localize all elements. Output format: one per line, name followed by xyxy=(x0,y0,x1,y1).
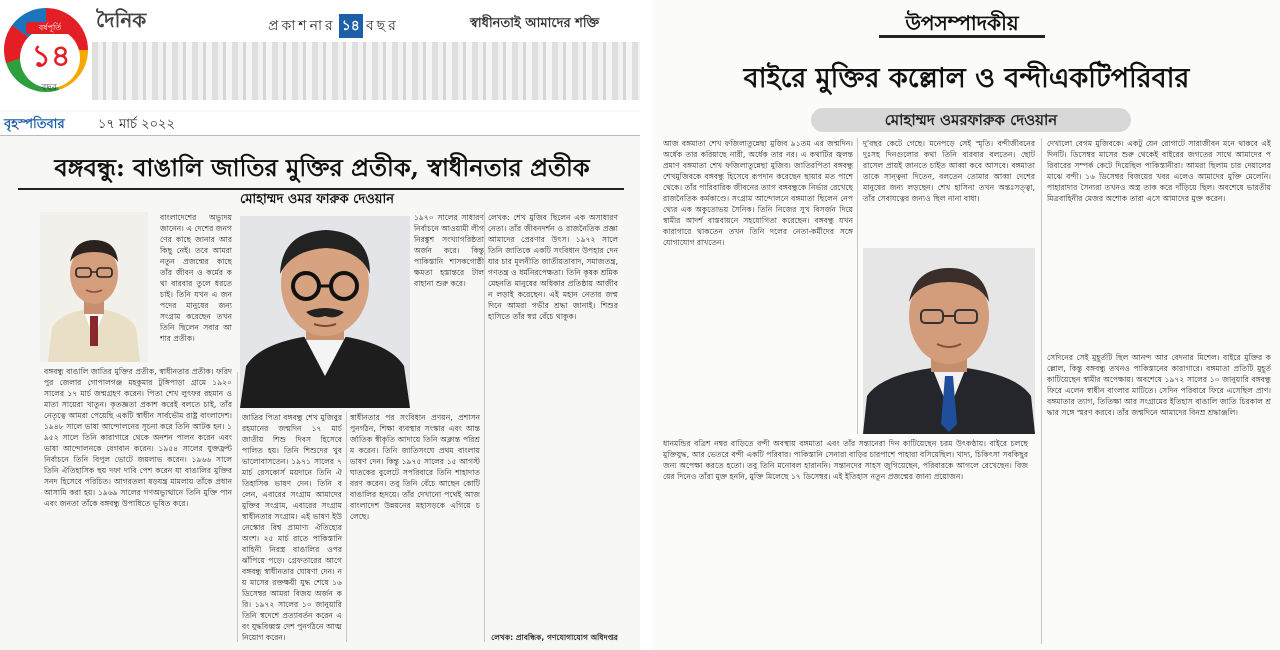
editorial-column-2-top: দু'বছর কেটে গেছে। মনেপড়ে সেই স্মৃতি। বন্দীজীবনের দুঃসহ দিনগুলোর কথা তিনি বারবার বলতেন। ছোট রাসেল প্রায়ই জানতে চাইত আব্বা কবে আসবে। বঙ্গমাতা তাকে সান্ত্বনা দিতেন, বলতেন তোমার আব্বা দেশের মানুষের জন্য লড়ছেন। শেখ হাসিনা তখন অন্তঃসত্ত্বা, তাঁর সেবাযত্নের জন্যও ছিল নানা বাধা। xyxy=(863,139,1035,203)
article-column-1-top: বাংলাদেশের অভ্যুদয় জানেন। এ দেশের জনগণের কাছে জানার আর কিছু নেই। তবে আমরা নতুন প্রজন্মের কাছে তাঁর জীবন ও কর্মের কথা বারবার তুলে ধরতে চাই। তিনি যখন এ জনপদের মানুষের জন্য সংগ্রাম করেছেন তখন তিনি ছিলেন সবার আশার প্রতীক। xyxy=(160,213,232,343)
article-column-2-bottom: জাতির পিতা বঙ্গবন্ধু শেখ মুজিবুর রহমানের জন্মদিন ১৭ মার্চ জাতীয় শিশু দিবস হিসেবে পালিত হয়। তিনি শিশুদের খুব ভালোবাসতেন। ১৯৭১ সালের ৭ মার্চ রেসকোর্স ময়দানে তিনি ঐতিহাসিক ভাষণ দেন। তিনি বলেন, এবারের সংগ্রাম আমাদের মুক্তির সংগ্রাম, এবারের সংগ্রাম স্বাধীনতার সংগ্রাম। এই ভাষণ ইউনেস্কোর বিশ্ব প্রামাণ্য ঐতিহ্যের অংশ। ২৫ মার্চ রাতে পাকিস্তানি বাহিনী নিরস্ত্র বাঙালির ওপর ঝাঁপিয়ে পড়ে। গ্রেফতারের আগে বঙ্গবন্ধু স্বাধীনতার ঘোষণা দেন। নয় মাসের রক্তক্ষয়ী যুদ্ধ শেষে ১৬ ডিসেম্বর আমরা বিজয় অর্জন করি। ১৯৭২ সালের ১০ জানুয়ারি তিনি স্বদেশে প্রত্যাবর্তন করেন এবং যুদ্ধবিধ্বস্ত দেশ পুনর্গঠনে আত্মনিয়োগ করেন। xyxy=(242,413,342,642)
logo-sub: বছর xyxy=(41,83,57,93)
editorial-column-3-top: দেখালো বেগম মুজিবকে। একটু যেন রোগাটে সারাজীবন মনে থাকবে এই দিনটি। ডিসেম্বর মাসের শুরু থেকেই বাইরের জগতের সাথে আমাদের পরিবারের সম্পর্ক কেটে দিয়েছিল পাকিস্তানীরা। আমরা ছিলাম চার দেয়ালের মাঝে বন্দী। ১৬ ডিসেম্বর বিজয়ের খবর এলেও আমাদের মুক্তি মেলেনি। পাহারাদার সৈন্যরা তখনও অস্ত্র তাক করে দাঁড়িয়ে ছিল। অবশেষে ভারতীয় মিত্রবাহিনীর মেজর অশোক তারা এসে আমাদের মুক্ত করেন। xyxy=(1047,139,1271,203)
editorial-column-3-bottom: সেদিনের সেই মুহূর্তটি ছিল আনন্দ আর বেদনার মিশেল। বাইরে মুক্তির কল্লোল, কিন্তু বঙ্গবন্ধু তখনও পাকিস্তানের কারাগারে। বঙ্গমাতা প্রতিটি মুহূর্ত কাটিয়েছেন স্বামীর অপেক্ষায়। অবশেষে ১৯৭২ সালের ১০ জানুয়ারি বঙ্গবন্ধু ফিরে এলেন স্বাধীন বাংলার মাটিতে। সেদিন পরিবারে ফিরে এসেছিল প্রাণ। বঙ্গমাতার ত্যাগ, তিতিক্ষা আর সংগ্রামের ইতিহাস বাঙালি জাতি চিরকাল শ্রদ্ধার সঙ্গে স্মরণ করবে। তাঁর জন্মদিনে আমাদের বিনম্র শ্রদ্ধাঞ্জলি। xyxy=(1047,353,1271,417)
editorial-column-1-bottom: ধানমন্ডির বত্রিশ নম্বর বাড়িতে বন্দী অবস্থায় বঙ্গমাতা এবং তাঁর সন্তানেরা দিন কাটিয়েছেন চরম উৎকণ্ঠায়। বাইরে চলছে মুক্তিযুদ্ধ, আর ভেতরে বন্দী একটি পরিবার। পাকিস্তানি সেনারা বাড়ির চারপাশে পাহারা বসিয়েছিল। খাদ্য, চিকিৎসা সবকিছুর জন্য অপেক্ষা করতে হতো। তবু তিনি মনোবল হারাননি। সন্তানদের সাহস জুগিয়েছেন, পরিবারকে আগলে রেখেছেন। বিজয়ের দিনেও তাঁরা মুক্ত হননি, মুক্তি মিলেছে ১৭ ডিসেম্বর। এই ইতিহাস নতুন প্রজন্মের জানা প্রয়োজন। xyxy=(663,439,1028,481)
editorial-byline: মোহাম্মদ ওমরফারুক দেওয়ান xyxy=(811,108,1131,132)
dateline xyxy=(0,112,640,136)
bangabandhu-photo xyxy=(240,216,410,408)
bangabandhu-portrait-icon xyxy=(240,216,410,408)
masthead xyxy=(0,0,640,110)
article-byline: মোহাম্মদ ওমর ফারুক দেওয়ান xyxy=(18,188,624,210)
article-column-1-bottom: বঙ্গবন্ধু বাঙালি জাতির মুক্তির প্রতীক, স্বাধীনতার প্রতীক। ফরিদপুর জেলার গোপালগঞ্জ মহকুমার টুঙ্গিপাড়া গ্রামে ১৯২০ সালের ১৭ মার্চ জন্মগ্রহণ করেন। পিতা শেখ লুৎফর রহমান ও মাতা সায়েরা খাতুন। কৃতজ্ঞতা প্রকাশ করেই বলতে চাই, তাঁর নেতৃত্বে আমরা পেয়েছি একটি স্বাধীন সার্বভৌম রাষ্ট্র বাংলাদেশ। ১৯৪৮ সালে ভাষা আন্দোলনের সূচনা করে তিনি আটক হন। ১৯৫২ সালে তিনি কারাগারে থেকে অনশন পালন করেন এবং ভাষা আন্দোলনকে বেগবান করেন। ১৯৫৪ সালের যুক্তফ্রন্ট নির্বাচনে তিনি বিপুল ভোটে জয়লাভ করেন। ১৯৬৬ সালে তিনি ঐতিহাসিক ছয় দফা দাবি পেশ করেন যা বাঙালির মুক্তির সনদ হিসেবে পরিচিত। আগরতলা ষড়যন্ত্র মামলায় তাঁকে প্রধান আসামি করা হয়। ১৯৬৯ সালের গণঅভ্যুত্থানে তিনি মুক্তি পান এবং জনতা তাঁকে বঙ্গবন্ধু উপাধিতে ভূষিত করে। xyxy=(44,367,232,508)
clipping-divider xyxy=(640,0,653,650)
logo-banner: বর্ষপূর্তি xyxy=(26,22,74,34)
paper-daily-label: দৈনিক xyxy=(96,8,147,32)
logo-number: ১৪ xyxy=(31,39,71,74)
article-footer-credit: লেখক: প্রাবন্ধিক, গণযোগাযোগ অধিদপ্তর xyxy=(491,633,618,642)
editorial-column-1-top: আজ বঙ্গমাতা শেখ ফজিলাতুন্নেছা মুজিব ৯১তম এর জন্মদিন। অর্ধেক তার করিয়াছে নারী, অর্ধেক তার নর। এ কথাটির জ্বলন্ত প্রমাণ বঙ্গমাতা শেখ ফজিলাতুন্নেছা মুজিব। জাতিরপিতা বঙ্গবন্ধু শেখমুজিবকে বঙ্গবন্ধু হিসেবে রূপদান করেছেন ছায়ার মত পাশে থেকে। তাঁর পারিবারিক জীবনের ত্যাগ বঙ্গবন্ধুকে নির্ভার রেখেছে রাজনৈতিক কর্মকাণ্ডে। সংগ্রাম আন্দোলনে বঙ্গমাতা ছিলেন নেপথ্যের এক অকুতোভয় সৈনিক। তিনি নিজের সুখ বিসর্জন দিয়ে স্বামীর আদর্শ বাস্তবায়নে সহযোগিতা করেছেন। বঙ্গবন্ধু যখন কারাগারে থাকতেন তখন তিনি দলের নেতা-কর্মীদের সঙ্গে যোগাযোগ রাখতেন। xyxy=(663,139,853,247)
masthead-motto: স্বাধীনতাই আমাদের শক্তি xyxy=(470,16,600,31)
article-column-3-bottom: স্বাধীনতার পর সংবিধান প্রণয়ন, প্রশাসন পুনর্গঠন, শিক্ষা ব্যবস্থার সংস্কার এবং আন্তর্জাতিক স্বীকৃতি আদায়ে তিনি অক্লান্ত পরিশ্রম করেন। তিনি জাতিসংঘে প্রথম বাংলায় ভাষণ দেন। কিন্তু ১৯৭৫ সালের ১৫ আগস্ট ঘাতকের বুলেটে সপরিবারে তিনি শাহাদাত বরণ করেন। তবু তিনি বেঁচে আছেন কোটি বাঙালির হৃদয়ে। তাঁর দেখানো পথেই আজ বাংলাদেশ উন্নয়নের মহাসড়কে এগিয়ে চলেছে। xyxy=(350,413,480,521)
dateline-date: ১৭ মার্চ ২০২২ xyxy=(98,117,175,132)
article-headline: বঙ্গবন্ধু: বাঙালি জাতির মুক্তির প্রতীক, স্বাধীনতার প্রতীক xyxy=(54,153,590,182)
section-label: উপসম্পাদকীয় xyxy=(879,8,1045,38)
dateline-day: বৃহস্পতিবার xyxy=(4,117,65,132)
author-photo xyxy=(40,212,148,362)
author-portrait-icon xyxy=(40,212,148,362)
article-column-2-top: ১৯৭০ সালের সাধারণ নির্বাচনে আওয়ামী লীগ নিরঙ্কুশ সংখ্যাগরিষ্ঠতা অর্জন করে। কিন্তু পাকিস্তানি শাসকগোষ্ঠী ক্ষমতা হস্তান্তরে টালবাহানা শুরু করে। xyxy=(414,213,484,288)
paper-nameplate-blurred xyxy=(92,42,640,100)
publication-year: প্রকাশনার ১৪ বছর xyxy=(268,14,399,38)
article-column-4: লেখক: শেখ মুজিব ছিলেন এক অসাধারণ নেতা। তাঁর জীবনদর্শন ও রাজনৈতিক প্রজ্ঞা আমাদের প্রেরণার উৎস। ১৯৭২ সালে তিনি জাতিকে একটি সংবিধান উপহার দেন যার চার মূলনীতি জাতীয়তাবাদ, সমাজতন্ত্র, গণতন্ত্র ও ধর্মনিরপেক্ষতা। তিনি কৃষক শ্রমিক মেহনতি মানুষের অধিকার প্রতিষ্ঠায় আজীবন লড়াই করেছেন। এই মহান নেতার জন্মদিনে আমরা গভীর শ্রদ্ধা জানাই। শিশুর হাসিতে তাঁর স্বপ্ন বেঁচে থাকুক। xyxy=(488,213,618,321)
editorial-author-photo xyxy=(863,248,1035,434)
editorial-headline: বাইরে মুক্তির কল্লোল ও বন্দীএকটিপরিবার xyxy=(743,63,1190,94)
editorial-author-portrait-icon xyxy=(863,248,1035,434)
newspaper-clipping-right xyxy=(653,0,1280,650)
anniversary-logo-icon xyxy=(4,8,88,92)
publication-year-number: ১৪ xyxy=(339,14,363,38)
